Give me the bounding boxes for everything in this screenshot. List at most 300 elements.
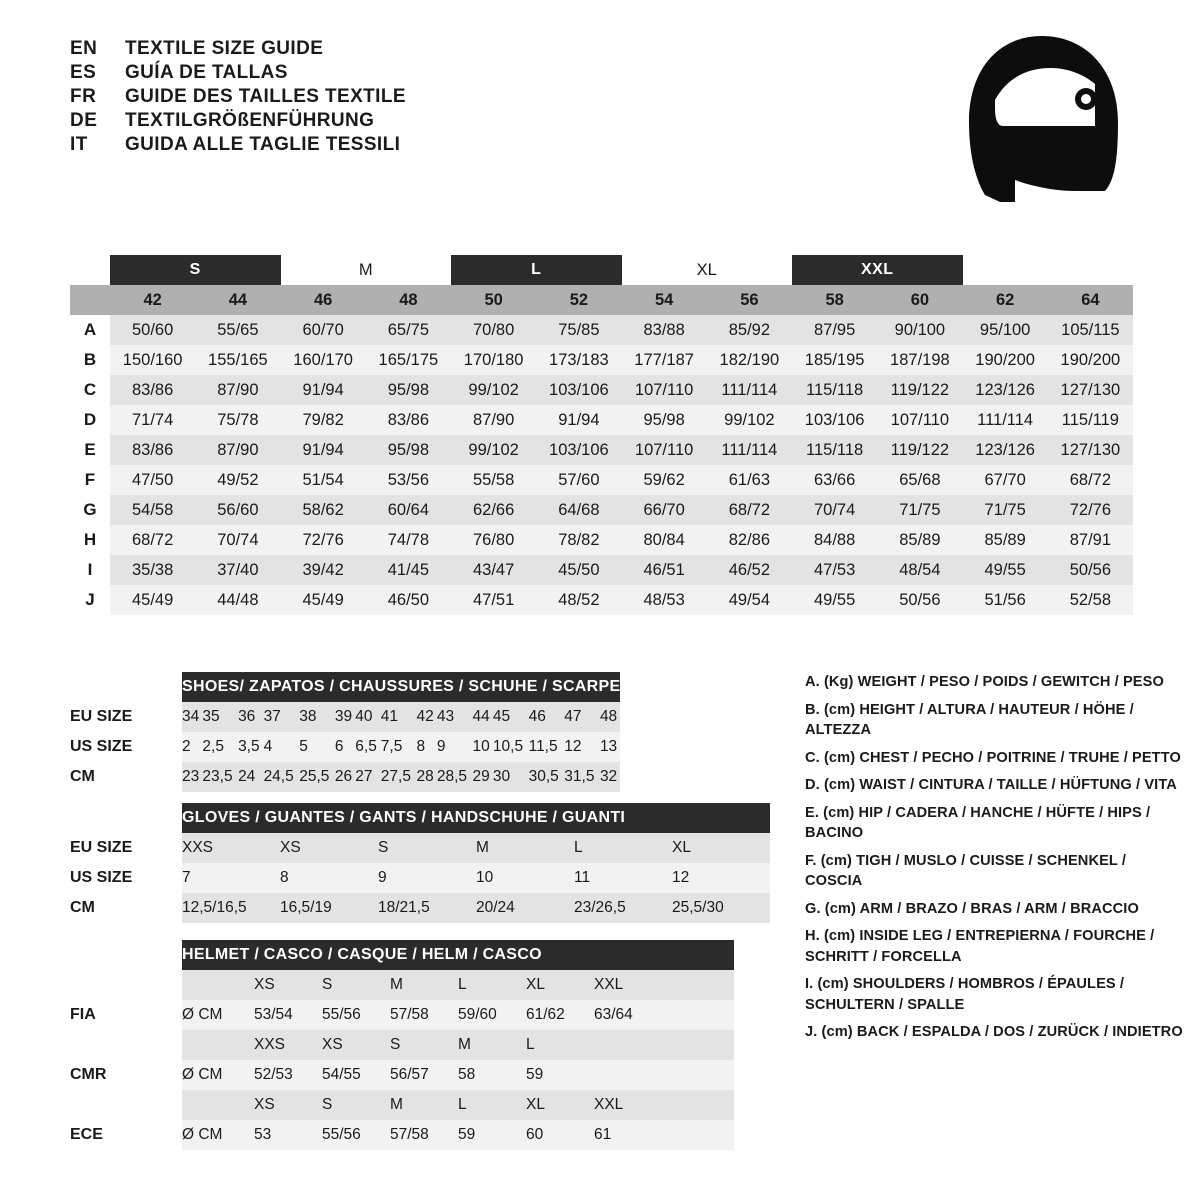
size-header-blank	[70, 285, 110, 315]
size-header-cell: XL	[526, 970, 594, 1000]
group-cell-empty-end	[963, 255, 1048, 285]
data-cell: 56/60	[217, 500, 259, 519]
data-cell: 63/64	[594, 1000, 734, 1030]
data-cell: 39/42	[302, 560, 344, 579]
data-cell: 95/98	[387, 380, 430, 399]
size-header-cell: S	[322, 970, 390, 1000]
size-group-row	[70, 255, 1133, 285]
data-cell: 66/70	[643, 500, 685, 519]
data-cell: 64/68	[558, 500, 600, 519]
data-cell: 56/57	[390, 1060, 458, 1090]
data-cell: 16,5/19	[280, 893, 378, 923]
table-row	[70, 315, 1133, 345]
data-cell: 190/200	[1060, 350, 1121, 369]
data-cell: 49/55	[813, 590, 856, 609]
size-header-cell: XXS	[254, 1030, 322, 1060]
data-cell: XXS	[182, 833, 280, 863]
header-lang-code: ES	[70, 62, 97, 83]
data-cell: 83/88	[643, 320, 685, 339]
data-cell: 28,5	[437, 762, 473, 792]
size-header-cell: XXL	[594, 1090, 734, 1120]
data-cell: 91/94	[302, 380, 344, 399]
data-cell: 37/40	[217, 560, 259, 579]
data-cell: 49/54	[728, 590, 771, 609]
data-cell: 103/106	[549, 440, 609, 459]
data-cell: 54/55	[322, 1060, 390, 1090]
data-cell: 48/54	[899, 560, 941, 579]
data-cell: 150/160	[122, 350, 183, 369]
data-cell: 48/52	[558, 590, 600, 609]
data-cell: 38	[299, 702, 335, 732]
table-row	[70, 1090, 734, 1120]
data-cell: 90/100	[894, 320, 946, 339]
language-header	[70, 38, 406, 158]
row-label: J	[70, 585, 110, 615]
data-cell: 57/58	[390, 1120, 458, 1150]
data-cell: 52/53	[254, 1060, 322, 1090]
data-cell: 5	[299, 732, 335, 762]
legend-item: E. (cm) HIP / CADERA / HANCHE / HÜFTE / HIPS / BACINO	[805, 804, 1151, 841]
table-row	[70, 585, 1133, 615]
legend-item: C. (cm) CHEST / PECHO / POITRINE / TRUHE / PETTO	[805, 749, 1181, 766]
header-title-text: GUÍA DE TALLAS	[125, 62, 288, 83]
data-cell: 59/60	[458, 1000, 526, 1030]
data-cell: 95/98	[643, 410, 685, 429]
data-cell: 127/130	[1060, 380, 1121, 399]
row-label: CM	[70, 762, 182, 792]
header-lang-code: FR	[70, 86, 97, 107]
size-header-cell: 48	[366, 285, 451, 315]
data-cell: 59	[526, 1060, 594, 1090]
data-cell: 12	[564, 732, 600, 762]
size-header-cell: 58	[792, 285, 877, 315]
data-cell: 190/200	[975, 350, 1035, 369]
group-cell-s: S	[110, 255, 281, 285]
size-header-cell: S	[390, 1030, 458, 1060]
table-row	[70, 375, 1133, 405]
data-cell: 60/70	[302, 320, 344, 339]
data-cell: 68/72	[728, 500, 771, 519]
data-cell: 115/118	[806, 380, 864, 399]
data-cell: 59/62	[643, 470, 685, 489]
data-cell: 87/95	[813, 320, 856, 339]
data-cell: 48	[600, 702, 621, 732]
data-cell: 50/60	[131, 320, 174, 339]
measurement-legend	[805, 672, 1185, 1050]
data-cell: 79/82	[302, 410, 344, 429]
unit-cell-blank	[182, 970, 254, 1000]
row-label: FIA	[70, 1000, 182, 1030]
data-cell: 49/55	[984, 560, 1026, 579]
data-cell: 55/65	[217, 320, 259, 339]
data-cell: 72/76	[302, 530, 344, 549]
data-cell: 35/38	[131, 560, 174, 579]
gloves-title: GLOVES / GUANTES / GANTS / HANDSCHUHE / GUANTI	[182, 803, 770, 833]
data-cell: 185/195	[804, 350, 865, 369]
data-cell: 80/84	[643, 530, 685, 549]
size-header-cell: XS	[254, 1090, 322, 1120]
data-cell: 119/122	[890, 440, 950, 459]
data-cell: XS	[280, 833, 378, 863]
data-cell: 45/49	[131, 590, 174, 609]
data-cell: 173/183	[549, 350, 609, 369]
data-cell: 74/78	[387, 530, 430, 549]
header-row	[70, 62, 406, 84]
gloves-title-row	[70, 803, 770, 833]
data-cell: 46	[529, 702, 565, 732]
data-cell: 72/76	[1069, 500, 1112, 519]
data-cell: 70/74	[217, 530, 259, 549]
data-cell: 87/90	[217, 380, 259, 399]
data-cell: 25,5/30	[672, 893, 770, 923]
data-cell: 52/58	[1069, 590, 1112, 609]
legend-item: A. (Kg) WEIGHT / PESO / POIDS / GEWITCH / PESO	[805, 674, 1164, 690]
data-cell: 123/126	[975, 440, 1035, 459]
row-label: I	[70, 555, 110, 585]
data-cell: 27	[355, 762, 381, 792]
header-title-text: GUIDE DES TAILLES TEXTILE	[125, 86, 406, 107]
racing-helmet-icon	[955, 30, 1130, 210]
size-header-cell: 42	[110, 285, 195, 315]
data-cell: 99/102	[724, 410, 775, 429]
legend-item: I. (cm) SHOULDERS / HOMBROS / ÉPAULES / SCHULTERN / SPALLE	[805, 976, 1125, 1013]
shoes-title-row	[70, 672, 620, 702]
data-cell: 53	[254, 1120, 322, 1150]
data-cell: 123/126	[975, 380, 1035, 399]
data-cell: 8	[280, 863, 378, 893]
data-cell: 51/54	[302, 470, 344, 489]
data-cell: 65/75	[387, 320, 430, 339]
data-cell: 45/49	[302, 590, 344, 609]
data-cell: XL	[672, 833, 770, 863]
data-cell: 55/56	[322, 1000, 390, 1030]
size-header-cell: 46	[281, 285, 366, 315]
data-cell: 55/58	[472, 470, 515, 489]
legend-item: B. (cm) HEIGHT / ALTURA / HAUTEUR / HÖHE / ALTEZZA	[805, 701, 1134, 738]
data-cell: 2,5	[202, 732, 238, 762]
data-cell: 46/50	[387, 590, 430, 609]
header-lang-code: IT	[70, 134, 88, 155]
row-label: ECE	[70, 1120, 182, 1150]
data-cell: 107/110	[634, 440, 694, 459]
helmet-title-row	[70, 940, 734, 970]
data-cell: 87/90	[472, 410, 515, 429]
data-cell: 45	[493, 702, 529, 732]
data-cell: 4	[264, 732, 300, 762]
size-header-cell: M	[458, 1030, 526, 1060]
size-header-cell: 50	[451, 285, 536, 315]
gloves-section	[70, 803, 770, 923]
data-cell: 9	[378, 863, 476, 893]
size-header-cell: 44	[195, 285, 280, 315]
data-cell: L	[574, 833, 672, 863]
data-cell: 34	[182, 702, 202, 732]
data-cell: 165/175	[378, 350, 439, 369]
data-cell: 2	[182, 732, 202, 762]
data-cell: 68/72	[131, 530, 174, 549]
data-cell: 7	[182, 863, 280, 893]
size-header-row	[70, 285, 1133, 315]
data-cell: 61	[594, 1120, 734, 1150]
row-label: H	[70, 525, 110, 555]
data-cell: 11	[574, 863, 672, 893]
data-cell: 70/80	[472, 320, 515, 339]
table-row	[70, 970, 734, 1000]
data-cell: 7,5	[381, 732, 417, 762]
data-cell: 6	[335, 732, 355, 762]
legend-item: G. (cm) ARM / BRAZO / BRAS / ARM / BRACCIO	[805, 900, 1139, 917]
row-label: C	[70, 375, 110, 405]
data-cell: 111/114	[977, 410, 1034, 429]
data-cell: 160/170	[293, 350, 353, 369]
data-cell: 76/80	[472, 530, 515, 549]
data-cell: 47	[564, 702, 600, 732]
header-row	[70, 134, 406, 156]
size-header-cell: 64	[1048, 285, 1133, 315]
group-cell-m: M	[281, 255, 452, 285]
helmet-table	[70, 940, 734, 1150]
data-cell: 170/180	[463, 350, 524, 369]
data-cell: 29	[473, 762, 493, 792]
row-label-blank	[70, 970, 182, 1000]
data-cell: 155/165	[208, 350, 268, 369]
data-cell: 35	[202, 702, 238, 732]
table-row	[70, 702, 620, 732]
size-header-cell: XXL	[594, 970, 734, 1000]
size-header-cell: M	[390, 1090, 458, 1120]
row-label-blank	[70, 1090, 182, 1120]
size-header-cell: S	[322, 1090, 390, 1120]
shoes-title: SHOES/ ZAPATOS / CHAUSSURES / SCHUHE / SCARPE	[182, 672, 620, 702]
header-title-text: TEXTILGRÖßENFÜHRUNG	[125, 110, 375, 131]
header-title-text: GUIDA ALLE TAGLIE TESSILI	[125, 134, 401, 155]
size-header-cell: 60	[877, 285, 962, 315]
data-cell: 41/45	[387, 560, 430, 579]
data-cell: 83/86	[387, 410, 430, 429]
data-cell: 119/122	[890, 380, 950, 399]
data-cell-blank	[594, 1060, 734, 1090]
data-cell: 84/88	[813, 530, 856, 549]
size-header-cell: XS	[254, 970, 322, 1000]
size-header-cell: L	[458, 970, 526, 1000]
data-cell: 58/62	[302, 500, 344, 519]
table-row	[70, 465, 1133, 495]
row-label: D	[70, 405, 110, 435]
data-cell: 46/52	[728, 560, 771, 579]
size-header-cell: 52	[536, 285, 621, 315]
data-cell: 83/86	[131, 380, 174, 399]
table-row	[70, 345, 1133, 375]
data-cell: 95/98	[387, 440, 430, 459]
data-cell: 57/58	[390, 1000, 458, 1030]
data-cell: 3,5	[238, 732, 264, 762]
data-cell: 71/75	[899, 500, 941, 519]
data-cell: 49/52	[217, 470, 259, 489]
data-cell: 99/102	[468, 440, 519, 459]
data-cell: 53/54	[254, 1000, 322, 1030]
data-cell: 75/78	[217, 410, 259, 429]
data-cell: 127/130	[1060, 440, 1121, 459]
legend-item: F. (cm) TIGH / MUSLO / CUISSE / SCHENKEL / COSCIA	[805, 852, 1126, 889]
data-cell: 103/106	[804, 410, 865, 429]
header-lang-code: DE	[70, 110, 98, 131]
data-cell: 107/110	[890, 410, 950, 429]
data-cell: 71/74	[131, 410, 174, 429]
data-cell: 10	[476, 863, 574, 893]
data-cell: 103/106	[549, 380, 609, 399]
data-cell: 47/51	[472, 590, 515, 609]
data-cell: 44	[473, 702, 493, 732]
data-cell: 91/94	[558, 410, 600, 429]
data-cell: 24,5	[264, 762, 300, 792]
legend-item: J. (cm) BACK / ESPALDA / DOS / ZURÜCK / INDIETRO	[805, 1024, 1183, 1040]
data-cell: 10,5	[493, 732, 529, 762]
unit-cell: Ø CM	[182, 1000, 254, 1030]
data-cell: 82/86	[728, 530, 771, 549]
table-row	[70, 495, 1133, 525]
table-row	[70, 863, 770, 893]
data-cell: 13	[600, 732, 621, 762]
data-cell: 8	[416, 732, 436, 762]
table-row	[70, 893, 770, 923]
row-label: F	[70, 465, 110, 495]
size-header-cell: M	[390, 970, 458, 1000]
data-cell: 55/56	[322, 1120, 390, 1150]
data-cell: 105/115	[1061, 320, 1120, 339]
data-cell: 6,5	[355, 732, 381, 762]
data-cell: 54/58	[131, 500, 174, 519]
data-cell: 50/56	[1069, 560, 1112, 579]
data-cell: 11,5	[529, 732, 565, 762]
data-cell: 43/47	[472, 560, 515, 579]
legend-item: D. (cm) WAIST / CINTURA / TAILLE / HÜFTUNG / VITA	[805, 777, 1177, 793]
data-cell: 24	[238, 762, 264, 792]
table-row	[70, 1000, 734, 1030]
unit-cell: Ø CM	[182, 1120, 254, 1150]
spacer	[70, 940, 182, 970]
data-cell: 70/74	[813, 500, 856, 519]
table-row	[70, 762, 620, 792]
data-cell: 57/60	[558, 470, 600, 489]
table-row	[70, 833, 770, 863]
row-label: CM	[70, 893, 182, 923]
data-cell: 99/102	[468, 380, 519, 399]
data-cell: 23,5	[202, 762, 238, 792]
unit-cell-blank	[182, 1030, 254, 1060]
data-cell: 26	[335, 762, 355, 792]
data-cell: 53/56	[387, 470, 430, 489]
data-cell: 23	[182, 762, 202, 792]
data-cell: 45/50	[558, 560, 600, 579]
header-row	[70, 86, 406, 108]
data-cell: 177/187	[634, 350, 694, 369]
header-title-text: TEXTILE SIZE GUIDE	[125, 38, 324, 59]
data-cell: 25,5	[299, 762, 335, 792]
table-row	[70, 1030, 734, 1060]
size-header-cell: L	[458, 1090, 526, 1120]
data-cell: 10	[473, 732, 493, 762]
data-cell: S	[378, 833, 476, 863]
table-row	[70, 555, 1133, 585]
data-cell: 111/114	[721, 380, 778, 399]
group-cell-xl: XL	[622, 255, 793, 285]
data-cell: 115/119	[1061, 410, 1119, 429]
data-cell: 67/70	[984, 470, 1026, 489]
data-cell: 46/51	[643, 560, 685, 579]
data-cell: 85/89	[899, 530, 941, 549]
row-label: US SIZE	[70, 732, 182, 762]
row-label: EU SIZE	[70, 702, 182, 732]
size-header-cell: XS	[322, 1030, 390, 1060]
data-cell: 75/85	[558, 320, 600, 339]
row-label: EU SIZE	[70, 833, 182, 863]
data-cell: 39	[335, 702, 355, 732]
size-header-cell-blank	[594, 1030, 734, 1060]
legend-item: H. (cm) INSIDE LEG / ENTREPIERNA / FOURCHE / SCHRITT / FORCELLA	[805, 928, 1155, 965]
row-label: US SIZE	[70, 863, 182, 893]
data-cell: 182/190	[719, 350, 780, 369]
shoes-table	[70, 672, 620, 792]
row-label: E	[70, 435, 110, 465]
data-cell: 43	[437, 702, 473, 732]
shoes-section	[70, 672, 620, 792]
data-cell: 61/62	[526, 1000, 594, 1030]
data-cell: 44/48	[217, 590, 259, 609]
data-cell: 9	[437, 732, 473, 762]
spacer	[70, 672, 182, 702]
data-cell: 28	[416, 762, 436, 792]
data-cell: 37	[264, 702, 300, 732]
table-row	[70, 435, 1133, 465]
data-cell: 58	[458, 1060, 526, 1090]
data-cell: 18/21,5	[378, 893, 476, 923]
data-cell: 23/26,5	[574, 893, 672, 923]
data-cell: 95/100	[979, 320, 1031, 339]
data-cell: 91/94	[302, 440, 344, 459]
data-cell: 83/86	[131, 440, 174, 459]
size-header-cell: 62	[963, 285, 1048, 315]
unit-cell: Ø CM	[182, 1060, 254, 1090]
spacer	[70, 803, 182, 833]
data-cell: 71/75	[984, 500, 1026, 519]
data-cell: 111/114	[721, 440, 778, 459]
data-cell: 40	[355, 702, 381, 732]
helmet-title: HELMET / CASCO / CASQUE / HELM / CASCO	[182, 940, 734, 970]
data-cell: 31,5	[564, 762, 600, 792]
table-row	[70, 405, 1133, 435]
data-cell: 42	[416, 702, 436, 732]
data-cell: M	[476, 833, 574, 863]
gloves-table	[70, 803, 770, 923]
data-cell: 12,5/16,5	[182, 893, 280, 923]
data-cell: 107/110	[634, 380, 694, 399]
data-cell: 20/24	[476, 893, 574, 923]
header-row	[70, 38, 406, 60]
data-cell: 60	[526, 1120, 594, 1150]
data-cell: 187/198	[890, 350, 950, 369]
table-row	[70, 1120, 734, 1150]
row-label: A	[70, 315, 110, 345]
size-header-cell: 54	[622, 285, 707, 315]
group-cell-l: L	[451, 255, 622, 285]
size-header-cell: XL	[526, 1090, 594, 1120]
textile-size-table	[70, 255, 1133, 615]
data-cell: 12	[672, 863, 770, 893]
helmet-section	[70, 940, 734, 1150]
group-cell-xxl: XXL	[792, 255, 963, 285]
data-cell: 47/50	[131, 470, 174, 489]
data-cell: 61/63	[728, 470, 771, 489]
